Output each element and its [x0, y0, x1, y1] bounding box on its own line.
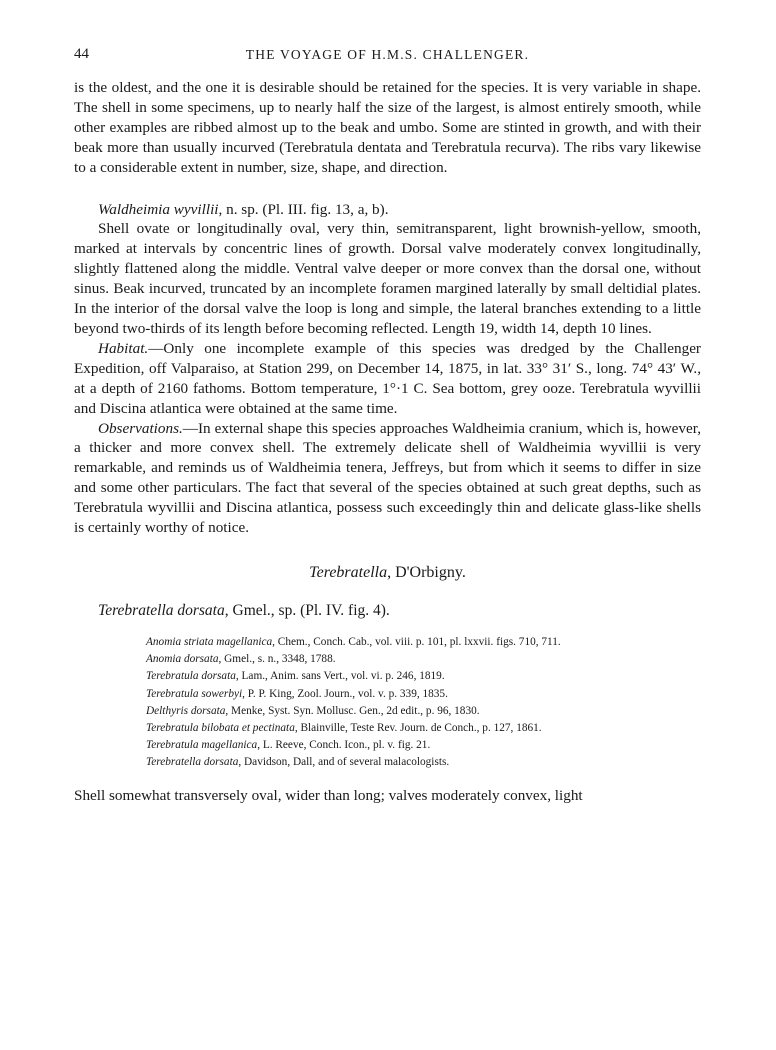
synonymy-item	[146, 754, 701, 771]
observations-text: —In external shape this species approaches Waldheimia cranium, which is, however, a thicker and more convex shell. The extremely delicate shell of Waldheimia wyvillii is very remarkable, and reminds us of Waldheimia tenera, Jeffreys, but from which it seems to differ in size and some other particulars. The fact that several of the species obtained at such great depths, such as Terebratula wyvillii and Discina atlantica, possess such exceedingly thin and delicate glass-like shells is certainly worthy of notice.	[74, 419, 701, 537]
synonym-name: Terebratula dorsata	[146, 670, 236, 683]
waldheimia-name: Waldheimia wyvillii	[98, 200, 219, 218]
synonymy-item	[146, 720, 701, 737]
waldheimia-description: Shell ovate or longitudinally oval, very thin, semitransparent, light brownish-yellow, smooth, marked at intervals by concentric lines of growth. Dorsal valve moderately convex longitudinally, slightly flattened along the middle. Ventral valve deeper or more convex than the dorsal one, without sinus. Beak incurved, truncated by an incomplete foramen margined laterally by small deltidial plates. In the interior of the dorsal valve the loop is long and simple, the lateral branches extending to a little beyond two-thirds of its length before becoming reflected. Length 19, width 14, depth 10 lines.	[74, 220, 701, 337]
synonymy-item	[146, 634, 701, 651]
synonymy-item	[146, 686, 701, 703]
synonym-name: Terebratula sowerbyi	[146, 687, 243, 700]
synonym-reference: , Gmel., s. n., 3348, 1788.	[218, 653, 336, 666]
genus-heading	[74, 564, 701, 582]
synonymy-item	[146, 703, 701, 720]
synonym-reference: , Menke, Syst. Syn. Mollusc. Gen., 2d edit., p. 96, 1830.	[225, 704, 480, 717]
synonym-name: Terebratula bilobata et pectinata	[146, 721, 295, 734]
synonym-name: Terebratula magellanica	[146, 739, 258, 752]
synonymy-item	[146, 668, 701, 685]
closing-line: Shell somewhat transversely oval, wider than long; valves moderately convex, light	[74, 786, 583, 804]
species-name: Terebratella dorsata	[98, 601, 225, 619]
observations-label: Observations.	[98, 419, 183, 437]
synonym-name: Anomia striata magellanica	[146, 635, 273, 648]
species-heading	[98, 602, 701, 620]
habitat-text: —Only one incomplete example of this species was dredged by the Challenger Expedition, off Valparaiso, at Station 299, on December 14, 1875, in lat. 33° 31′ S., long. 74° 43′ W., at a depth of 2160 fathoms. Bottom temperature, 1°·1 C. Sea bottom, grey ooze. Terebratula wyvillii and Discina atlantica were obtained at the same time.	[74, 339, 701, 417]
synonym-name: Anomia dorsata	[146, 653, 219, 666]
waldheimia-suffix: , n. sp. (Pl. III. fig. 13, a, b).	[218, 200, 389, 218]
waldheimia-heading	[74, 200, 701, 220]
species-suffix: , Gmel., sp. (Pl. IV. fig. 4).	[224, 601, 390, 619]
synonymy-item	[146, 651, 701, 668]
synonym-reference: , Lam., Anim. sans Vert., vol. vi. p. 246, 1819.	[235, 670, 445, 683]
page-number: 44	[74, 46, 89, 62]
synonym-reference: , P. P. King, Zool. Journ., vol. v. p. 339, 1835.	[242, 687, 448, 700]
synonymy-list	[146, 634, 701, 772]
synonym-reference: , L. Reeve, Conch. Icon., pl. v. fig. 21.	[257, 739, 431, 752]
body-text	[74, 78, 701, 805]
habitat-label: Habitat.	[98, 339, 149, 357]
synonym-reference: , Blainville, Teste Rev. Journ. de Conch., p. 127, 1861.	[294, 721, 542, 734]
waldheimia-observations	[74, 419, 701, 538]
synonym-name: Delthyris dorsata	[146, 704, 226, 717]
synonymy-item	[146, 737, 701, 754]
synonym-reference: , Davidson, Dall, and of several malacologists.	[238, 756, 450, 769]
synonym-reference: , Chem., Conch. Cab., vol. viii. p. 101, pl. lxxvii. figs. 710, 711.	[272, 635, 561, 648]
running-title: THE VOYAGE OF H.M.S. CHALLENGER.	[245, 47, 530, 62]
genus-name: Terebratella	[309, 563, 388, 581]
page-header	[74, 46, 701, 68]
synonym-name: Terebratella dorsata	[146, 756, 239, 769]
waldheimia-habitat	[74, 339, 701, 419]
genus-author: , D'Orbigny.	[387, 563, 466, 581]
intro-paragraph: is the oldest, and the one it is desirable should be retained for the species. It is very variable in shape. The shell in some specimens, up to nearly half the size of the largest, is almost entirely smooth, while other examples are ribbed almost up to the beak and umbo. Some are stinted in growth, and with their beak more than usually incurved (Terebratula dentata and Terebratula recurva). The ribs vary likewise to a considerable extent in number, size, shape, and direction.	[74, 79, 701, 176]
